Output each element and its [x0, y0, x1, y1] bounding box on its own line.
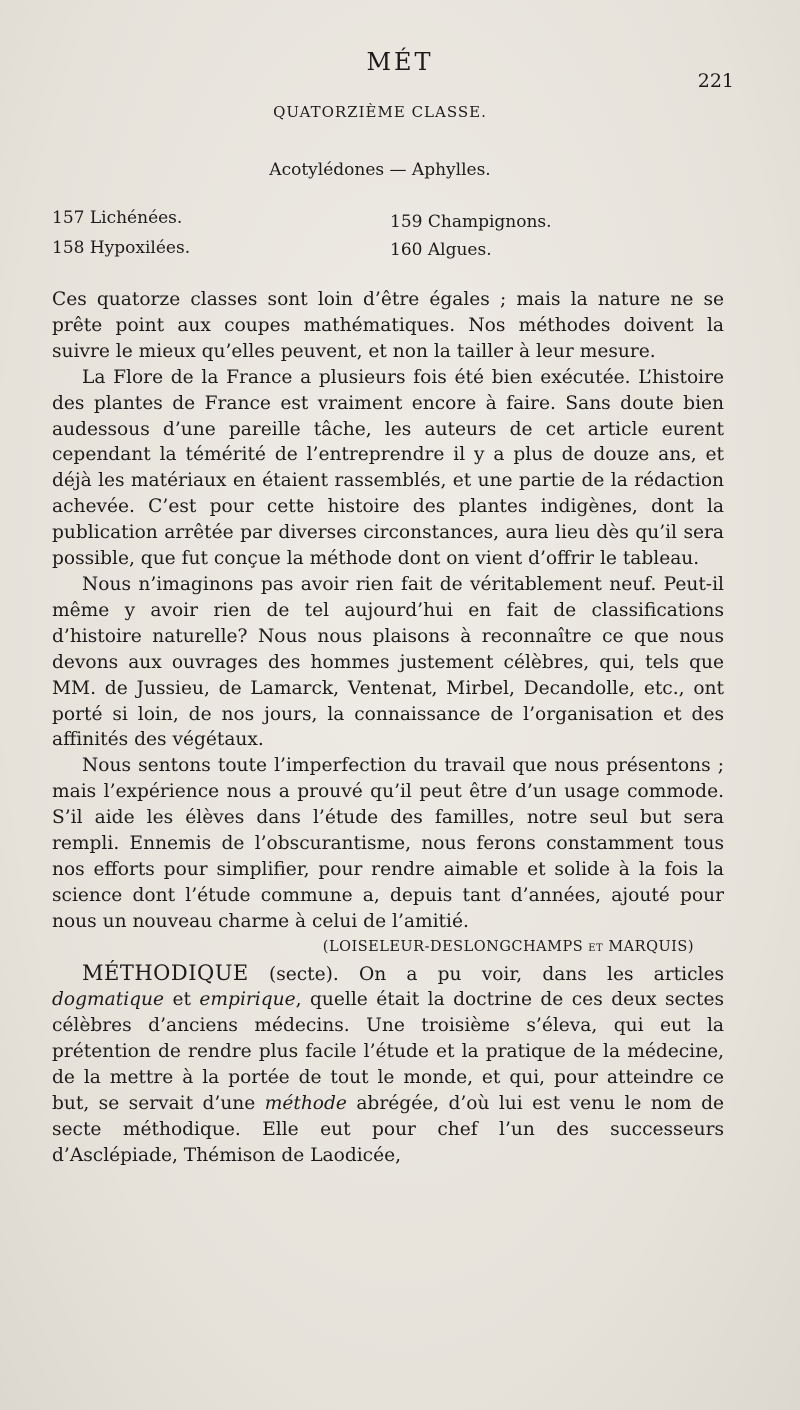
running-head: MÉT	[366, 48, 434, 76]
paragraph: Nous sentons toute l’imperfection du travail que nous présentons ; mais l’expérience nous a prouvé qu’il peut être d’un usage commode. S’il aide les élèves dans l’étude des familles, notre seul but sera rempli. Ennemis de l’obscurantisme, nous ferons constamment tous nos efforts pour simplifier, pour rendre aimable et solide à la fois la science dont l’étude commune a, depuis tant d’années, ajouté pour nous un nouveau charme à celui de l’amitié.	[52, 755, 724, 932]
family-name: Hypoxilées.	[89, 238, 191, 258]
class-subtitle: Acotylédones — Aphylles.	[269, 160, 491, 180]
body-text	[52, 287, 724, 1169]
paragraph: Nous n’imaginons pas avoir rien fait de véritablement neuf. Peut-il même y avoir rien de tel aujourd’hui en fait de classifications d’histoire naturelle? Nous nous plaisons à reconnaître ce que nous devons aux ouvrages des hommes justement célèbres, qui, tels que MM. de Jussieu, de Lamarck, Ventenat, Mirbel, Decandolle, etc., ont porté si loin, de nos jours, la connaissance de l’organisation et des affinités des végétaux.	[52, 573, 724, 751]
family-entry	[390, 212, 552, 232]
paragraph: Ces quatorze classes sont loin d’être égales ; mais la nature ne se prête point aux coupes mathématiques. Nos méthodes doivent la suivre le mieux qu’elles peuvent, et non la tailler à leur mesure.	[52, 289, 724, 362]
article-text: abrégée, d’où lui est venu le nom de secte méthodique. Elle eut pour chef l’un des successeurs d’Asclépiade, Thémison de Laodicée,	[52, 1093, 724, 1166]
family-name: Algues.	[427, 240, 492, 260]
family-number: 159	[390, 212, 423, 232]
family-number: 160	[390, 240, 423, 260]
family-entry	[52, 208, 182, 228]
article-headword: MÉTHODIQUE	[82, 960, 249, 985]
family-number: 158	[52, 238, 85, 258]
article-paragraph	[52, 961, 724, 1169]
article-text: (secte). On a pu voir, dans les articles	[248, 963, 724, 985]
article-text: , quelle était la doctrine de ces deux sectes célèbres d’anciens médecins. Une troisième s’éleva, qui eut la prétention de rendre plus facile l’étude et la pratique de la médecine, de la mettre à la portée de tout le monde, et qui, pour atteindre ce but, se servait d’une	[52, 989, 724, 1115]
family-entry	[390, 240, 492, 260]
article-italic: empirique	[199, 989, 296, 1011]
family-name: Lichénées.	[89, 208, 183, 228]
article-text: et	[164, 989, 200, 1011]
article-italic: méthode	[264, 1093, 347, 1115]
article-italic: dogmatique	[52, 989, 165, 1011]
author-signature: (LOISELEUR-DESLONGCHAMPS et MARQUIS)	[322, 938, 694, 955]
paragraph: La Flore de la France a plusieurs fois été bien exécutée. L’histoire des plantes de France est vraiment encore à faire. Sans doute bien audessous d’une pareille tâche, les auteurs de cet article eurent cependant la témérité de l’entreprendre il y a plus de douze ans, et déjà les matériaux en étaient rassemblés, et une partie de la rédaction achevée. C’est pour cette histoire des plantes indigènes, dont la publication arrêtée par diverses circonstances, aura lieu dès qu’il sera possible, que fut conçue la méthode dont on vient d’offrir le tableau.	[52, 366, 724, 570]
family-entry	[52, 238, 190, 258]
family-number: 157	[52, 208, 85, 228]
class-heading: QUATORZIÈME CLASSE.	[273, 103, 487, 121]
family-name: Champignons.	[427, 212, 552, 232]
page-number: 221	[697, 70, 734, 92]
